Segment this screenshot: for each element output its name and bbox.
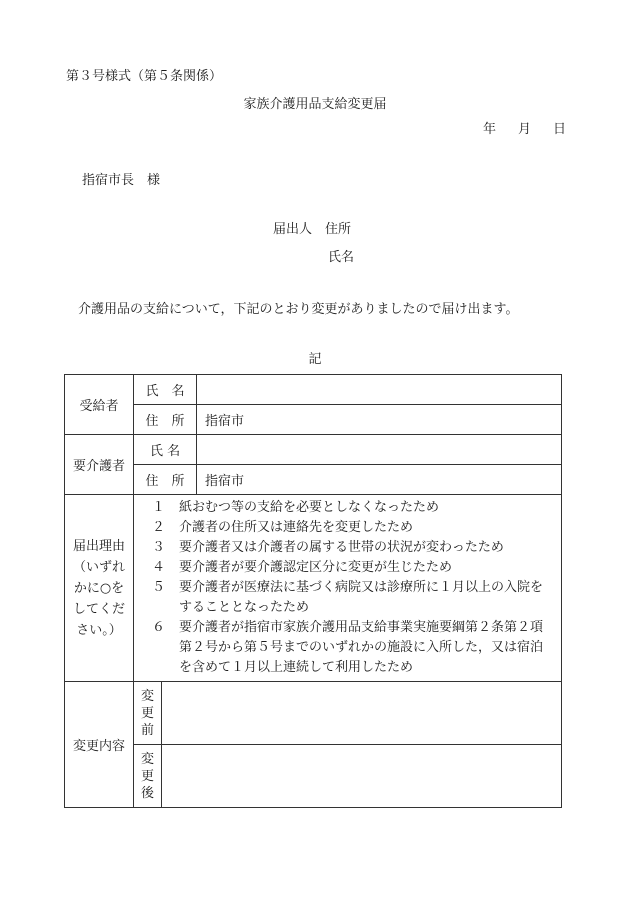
reason-item-3[interactable] [140,538,555,558]
reason-number: ６ [151,620,165,635]
care-receiver-name-field[interactable] [197,435,562,465]
date-year: 年 [482,122,496,137]
intro-text: 介護用品の支給について，下記のとおり変更がありましたので届け出ます。 [78,302,519,317]
recipient-name-label: 氏 名 [134,375,197,405]
document-title: 家族介護用品支給変更届 [243,97,387,112]
change-after-field[interactable] [162,745,562,808]
reason-label [65,495,134,682]
reason-item-2[interactable] [140,518,555,538]
change-after-char: 変 [140,751,154,767]
care-receiver-name-label: 氏 名 [134,435,197,465]
change-before-field[interactable] [162,682,562,745]
applicant-address-label: 届出人 住所 [273,222,352,237]
reason-number: ３ [151,540,165,555]
reason-text: 介護者の住所又は連絡先を変更したため [179,520,414,535]
change-before-char: 更 [140,705,154,721]
reason-number: ４ [151,560,165,575]
care-receiver-address-label: 住 所 [134,465,197,495]
reason-number: ５ [151,580,165,595]
change-before-char: 変 [140,688,154,704]
date-day: 日 [552,122,566,137]
reason-number: １ [151,500,165,515]
addressee: 指宿市長 様 [82,173,161,188]
applicant-name-label: 氏名 [328,250,355,265]
reason-list [134,495,562,682]
change-after-char: 後 [140,785,154,801]
change-label: 変更内容 [65,682,134,808]
recipient-name-field[interactable] [197,375,562,405]
reason-label-line: してくだ [72,601,125,617]
reason-item-5[interactable] [140,578,555,618]
recipient-address-field[interactable]: 指宿市 [197,405,562,435]
reason-text: 要介護者が医療法に基づく病院又は診療所に１月以上の入院をすることとなったため [179,580,544,615]
recipient-label: 受給者 [65,375,134,435]
reason-item-4[interactable] [140,558,555,578]
reason-label-line: さい。） [76,622,122,638]
reason-label-line: 届出理由 [72,538,125,554]
reason-label-line: （いずれ [72,559,125,575]
reason-text: 要介護者又は介護者の属する世帯の状況が変わったため [179,540,504,555]
date-month: 月 [517,122,531,137]
care-receiver-label: 要介護者 [65,435,134,495]
reason-number: ２ [151,520,165,535]
change-after-char: 更 [140,768,154,784]
reason-text: 紙おむつ等の支給を必要としなくなったため [179,500,440,515]
recipient-address-label: 住 所 [134,405,197,435]
reason-item-1[interactable] [140,498,555,518]
change-after-label [134,745,162,808]
change-before-char: 前 [140,722,154,738]
date-line [461,123,566,136]
form-table [64,374,562,808]
care-receiver-address-field[interactable]: 指宿市 [197,465,562,495]
reason-text: 要介護者が要介護認定区分に変更が生じたため [179,560,453,575]
reason-item-6[interactable] [140,618,555,678]
change-before-label [134,682,162,745]
reason-label-line: かに○を [73,580,125,596]
reason-text: 要介護者が指宿市家族介護用品支給事業実施要綱第２条第２項第２号から第５号までのいずれかの施設に入所した，又は宿泊を含めて１月以上連続して利用したため [179,620,544,675]
ki-heading: 記 [308,352,322,367]
form-number: 第３号様式（第５条関係） [66,69,223,84]
